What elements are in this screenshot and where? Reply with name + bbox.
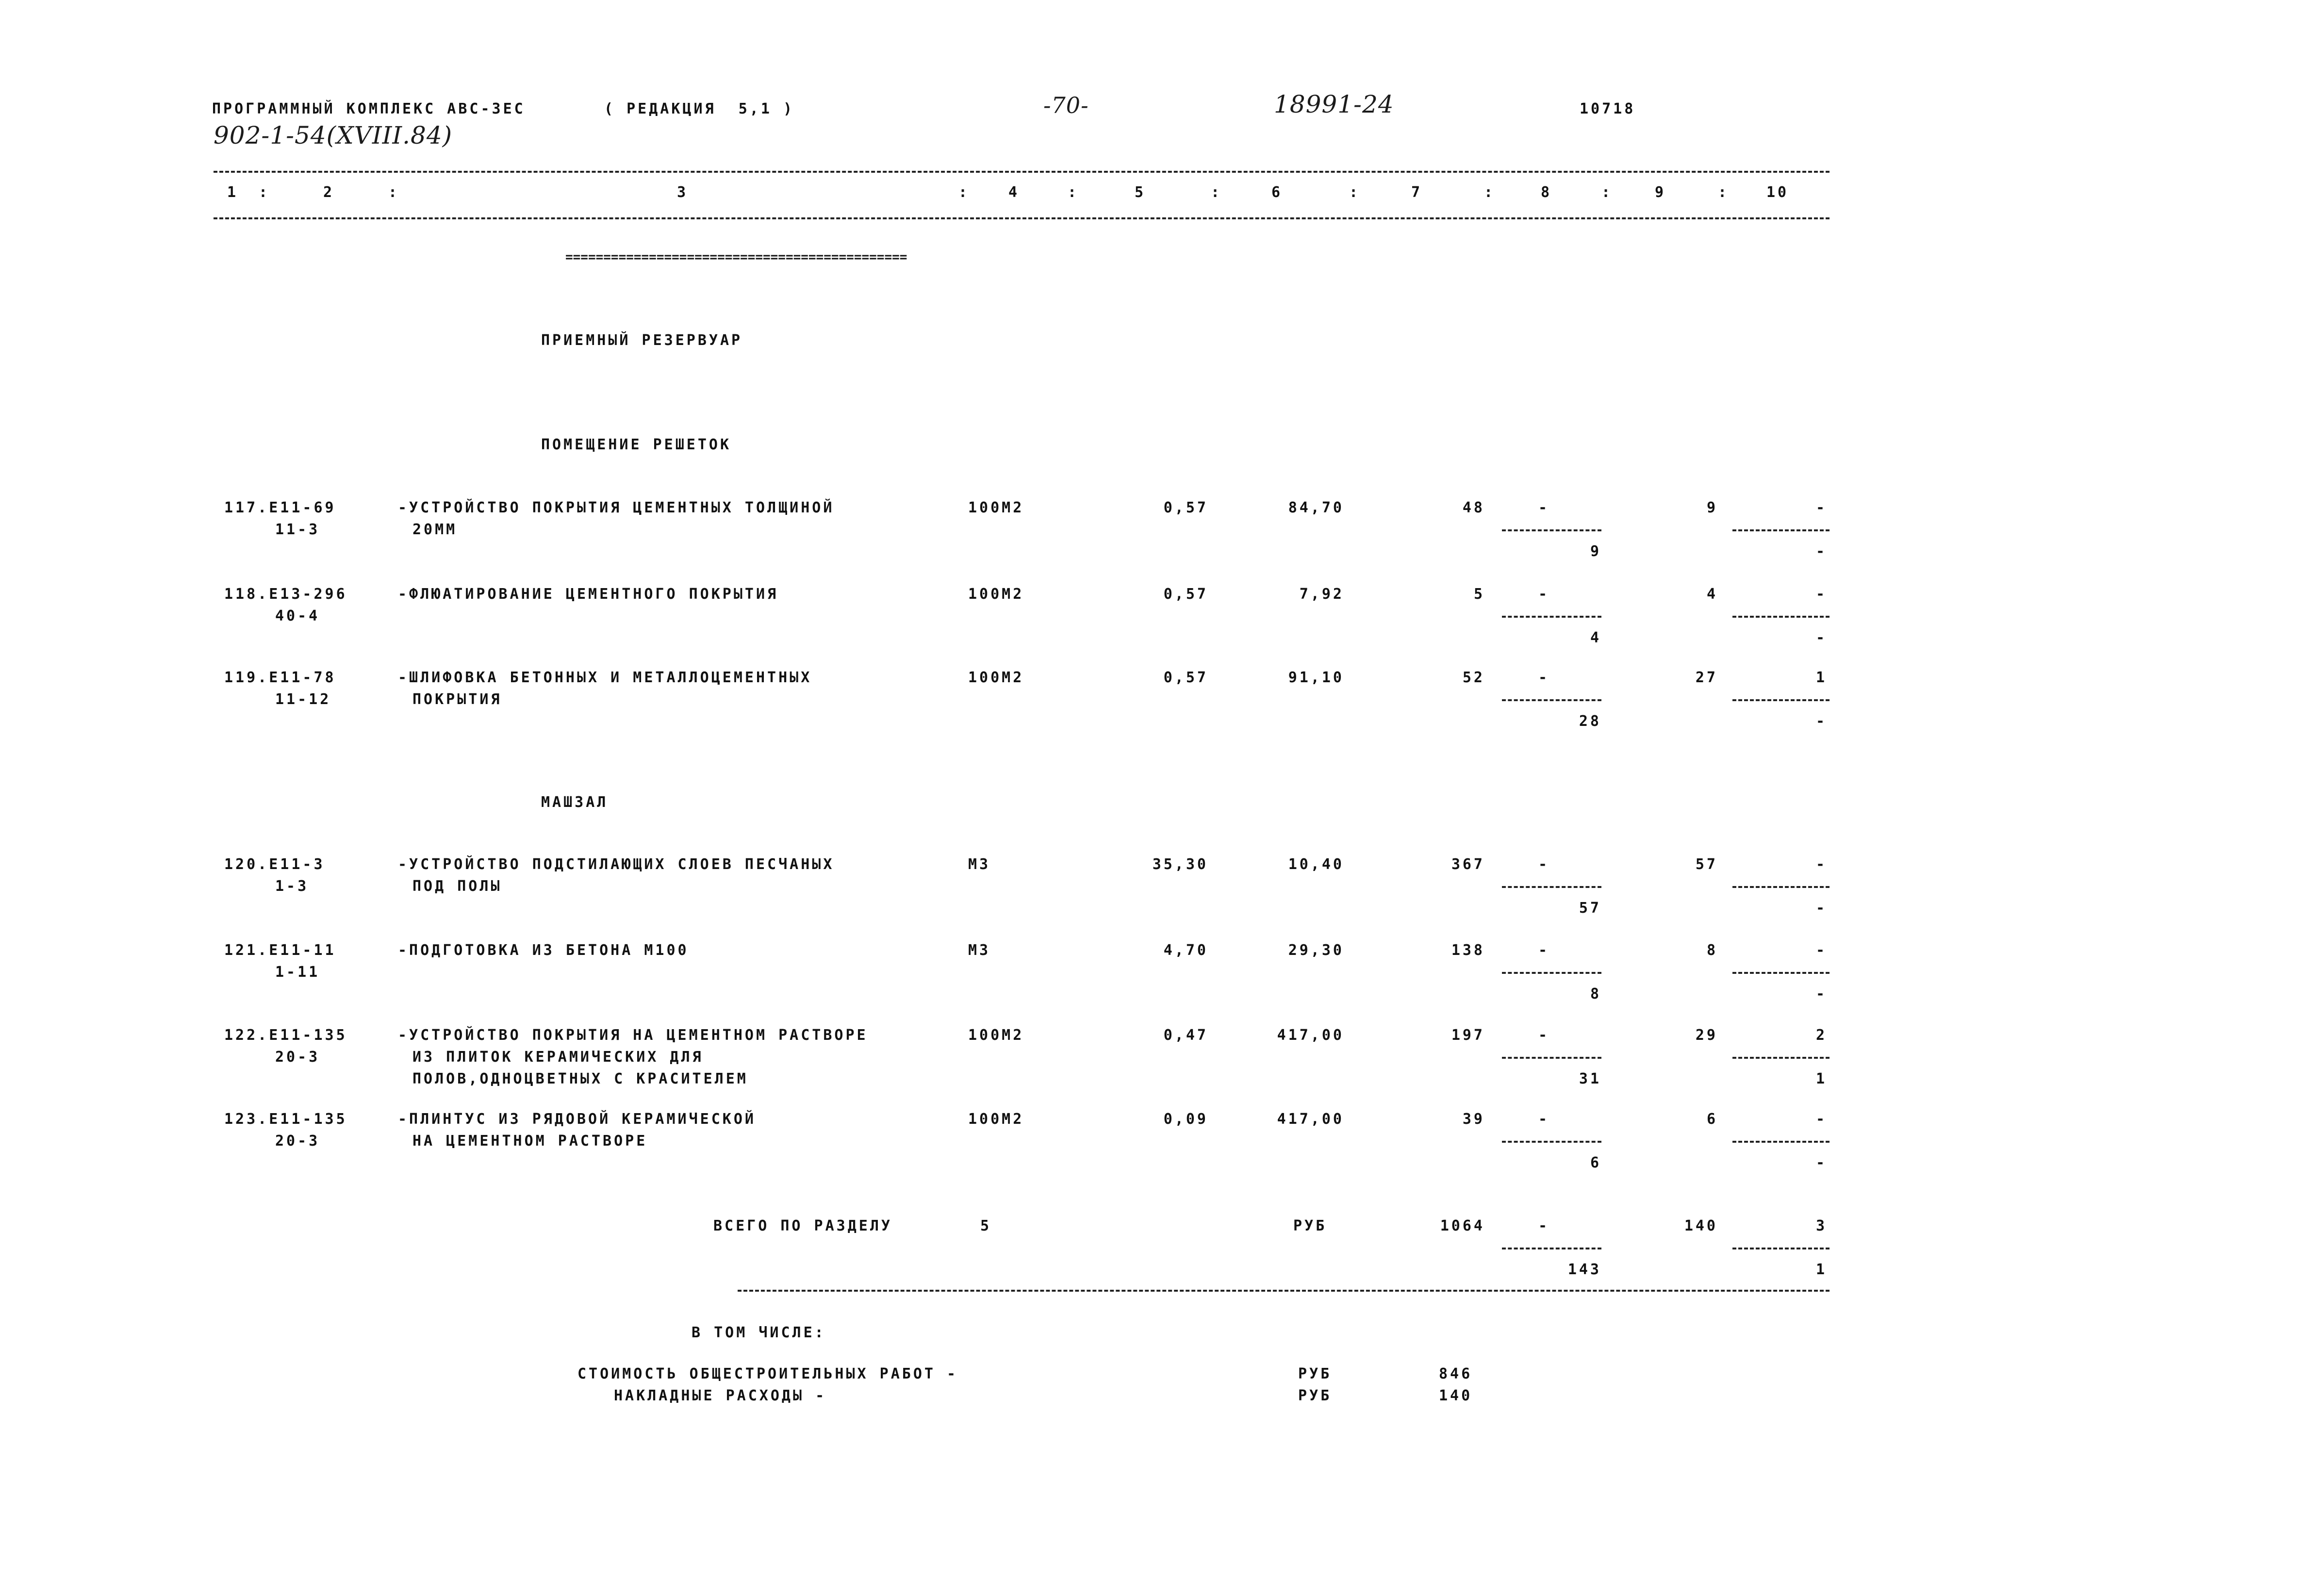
cell-rule: [1732, 1141, 1830, 1143]
header-rule-top: [214, 171, 1830, 173]
col-separator: :: [1484, 184, 1496, 201]
machine-cost: 57: [1695, 856, 1718, 873]
item-description: -ПЛИНТУС ИЗ РЯДОВОЙ КЕРАМИЧЕСКОЙ: [398, 1111, 756, 1128]
item-subcode: 20-3: [275, 1133, 320, 1150]
cell-rule: [1502, 1057, 1601, 1059]
machine-wage: -: [1815, 586, 1827, 603]
total-cost: 39: [1462, 1111, 1485, 1128]
col-4: 4: [1008, 184, 1020, 201]
item-code: 120.Е11-3: [224, 856, 325, 873]
item-description: 20ММ: [412, 521, 458, 538]
item-code: 117.Е11-69: [224, 499, 336, 516]
cell-rule: [1732, 1057, 1830, 1059]
machine-cost: 29: [1695, 1027, 1718, 1044]
total-cost: 1064: [1440, 1217, 1485, 1234]
item-code: 122.Е11-135: [224, 1027, 347, 1044]
machine-cost: 6: [1706, 1111, 1718, 1128]
quantity: 0,57: [1163, 586, 1208, 603]
wage-subvalue: 28: [1579, 713, 1601, 730]
wage-subvalue: 8: [1590, 986, 1601, 1002]
unit-price: 417,00: [1277, 1027, 1344, 1044]
item-subcode: 11-12: [275, 691, 331, 708]
wage-value: -: [1538, 856, 1550, 873]
cell-rule: [1502, 699, 1601, 701]
col-separator: :: [958, 184, 970, 201]
col-10: 10: [1766, 184, 1789, 201]
construction-cost-unit: РУБ: [1298, 1365, 1332, 1382]
quantity: 0,47: [1163, 1027, 1208, 1044]
overhead-unit: РУБ: [1298, 1387, 1332, 1404]
page-number: -70-: [1043, 92, 1089, 118]
project-code: 902-1-54(XVIII.84): [214, 121, 453, 149]
col-5: 5: [1135, 184, 1146, 201]
section-heading: ПОМЕЩЕНИЕ РЕШЕТОК: [541, 436, 732, 453]
cell-rule: [1732, 616, 1830, 618]
edition-label: ( РЕДАКЦИЯ 5,1 ): [604, 100, 795, 117]
machine-wage-sub: -: [1815, 543, 1827, 560]
wage-value: -: [1538, 586, 1550, 603]
machine-wage-sub: -: [1815, 986, 1827, 1002]
total-section-number: 5: [980, 1217, 992, 1234]
total-wage-sub: 143: [1567, 1261, 1601, 1278]
machine-wage-sub: 1: [1815, 1070, 1827, 1087]
item-description: ПОЛОВ,ОДНОЦВЕТНЫХ С КРАСИТЕЛЕМ: [412, 1070, 748, 1087]
total-machine-wage: 3: [1815, 1217, 1827, 1234]
item-code: 123.Е11-135: [224, 1111, 347, 1128]
machine-cost: 4: [1706, 586, 1718, 603]
overhead-label: НАКЛАДНЫЕ РАСХОДЫ -: [614, 1387, 827, 1404]
item-subcode: 1-3: [275, 878, 309, 895]
item-code: 118.Е13-296: [224, 586, 347, 603]
col-2: 2: [323, 184, 335, 201]
quantity: 0,57: [1163, 669, 1208, 686]
machine-cost: 27: [1695, 669, 1718, 686]
col-separator: :: [1718, 184, 1730, 201]
construction-cost-label: СТОИМОСТЬ ОБЩЕСТРОИТЕЛЬНЫХ РАБОТ -: [577, 1365, 958, 1382]
item-description: НА ЦЕМЕНТНОМ РАСТВОРЕ: [412, 1133, 648, 1150]
cell-rule: [1732, 886, 1830, 888]
program-name: ПРОГРАММНЫЙ КОМПЛЕКС АВС-ЗЕС: [212, 100, 526, 117]
col-separator: :: [1349, 184, 1361, 201]
total-rule: [738, 1290, 1830, 1292]
header-rule-bottom: [214, 217, 1830, 219]
machine-cost: 8: [1706, 942, 1718, 959]
machine-wage: 1: [1815, 669, 1827, 686]
unit-price: 417,00: [1277, 1111, 1344, 1128]
wage-subvalue: 31: [1579, 1070, 1601, 1087]
col-8: 8: [1541, 184, 1552, 201]
item-description: -ПОДГОТОВКА ИЗ БЕТОНА М100: [398, 942, 689, 959]
wage-subvalue: 57: [1579, 900, 1601, 917]
col-7: 7: [1411, 184, 1423, 201]
quantity: 0,09: [1163, 1111, 1208, 1128]
quantity: 35,30: [1152, 856, 1208, 873]
unit: 100М2: [968, 1111, 1024, 1128]
section-heading: МАШЗАЛ: [541, 794, 609, 811]
construction-cost-value: 846: [1439, 1365, 1473, 1382]
wage-subvalue: 6: [1590, 1154, 1601, 1171]
item-description: -УСТРОЙСТВО ПОДСТИЛАЮЩИХ СЛОЕВ ПЕСЧАНЫХ: [398, 856, 835, 873]
machine-wage: -: [1815, 1111, 1827, 1128]
unit-price: 10,40: [1288, 856, 1344, 873]
col-separator: :: [1601, 184, 1613, 201]
item-subcode: 20-3: [275, 1049, 320, 1066]
unit: М3: [968, 942, 991, 959]
document-number: 18991-24: [1274, 90, 1394, 118]
total-machine-cost: 140: [1684, 1217, 1718, 1234]
item-description: ПОКРЫТИЯ: [412, 691, 502, 708]
wage-value: -: [1538, 1111, 1550, 1128]
item-subcode: 1-11: [275, 964, 320, 981]
unit-price: 91,10: [1288, 669, 1344, 686]
col-9: 9: [1655, 184, 1666, 201]
unit: М3: [968, 856, 991, 873]
item-description: -ШЛИФОВКА БЕТОННЫХ И МЕТАЛЛОЦЕМЕНТНЫХ: [398, 669, 812, 686]
cell-rule: [1732, 699, 1830, 701]
item-description: ПОД ПОЛЫ: [412, 878, 502, 895]
total-unit: РУБ: [1293, 1217, 1327, 1234]
total-cost: 5: [1473, 586, 1485, 603]
machine-wage-sub: -: [1815, 1154, 1827, 1171]
total-cost: 197: [1451, 1027, 1485, 1044]
overhead-value: 140: [1439, 1387, 1473, 1404]
item-code: 119.Е11-78: [224, 669, 336, 686]
item-code: 121.Е11-11: [224, 942, 336, 959]
cell-rule: [1502, 616, 1601, 618]
col-3: 3: [677, 184, 689, 201]
item-subcode: 11-3: [275, 521, 320, 538]
wage-subvalue: 4: [1590, 629, 1601, 646]
col-1: 1: [227, 184, 239, 201]
total-wage: -: [1538, 1217, 1550, 1234]
wage-value: -: [1538, 669, 1550, 686]
equals-rule: =============================================: [565, 250, 907, 264]
cell-rule: [1502, 1248, 1601, 1249]
col-separator: :: [1211, 184, 1222, 201]
unit: 100М2: [968, 1027, 1024, 1044]
machine-wage-sub: -: [1815, 629, 1827, 646]
machine-wage-sub: -: [1815, 713, 1827, 730]
machine-wage: -: [1815, 499, 1827, 516]
wage-value: -: [1538, 499, 1550, 516]
cell-rule: [1732, 972, 1830, 974]
item-description: -ФЛЮАТИРОВАНИЕ ЦЕМЕНТНОГО ПОКРЫТИЯ: [398, 586, 779, 603]
cell-rule: [1732, 1248, 1830, 1249]
cell-rule: [1502, 529, 1601, 531]
total-label: ВСЕГО ПО РАЗДЕЛУ: [713, 1217, 892, 1234]
total-cost: 138: [1451, 942, 1485, 959]
including-label: В ТОМ ЧИСЛЕ:: [692, 1324, 826, 1341]
machine-cost: 9: [1706, 499, 1718, 516]
machine-wage: -: [1815, 942, 1827, 959]
cell-rule: [1502, 886, 1601, 888]
total-cost: 52: [1462, 669, 1485, 686]
sheet-number: 10718: [1580, 100, 1636, 117]
item-description: ИЗ ПЛИТОК КЕРАМИЧЕСКИХ ДЛЯ: [412, 1049, 704, 1066]
col-6: 6: [1271, 184, 1283, 201]
item-description: -УСТРОЙСТВО ПОКРЫТИЯ НА ЦЕМЕНТНОМ РАСТВОРЕ: [398, 1027, 868, 1044]
wage-subvalue: 9: [1590, 543, 1601, 560]
unit-price: 29,30: [1288, 942, 1344, 959]
unit: 100М2: [968, 499, 1024, 516]
cell-rule: [1732, 529, 1830, 531]
quantity: 4,70: [1163, 942, 1208, 959]
machine-wage: 2: [1815, 1027, 1827, 1044]
item-subcode: 40-4: [275, 608, 320, 624]
unit: 100М2: [968, 669, 1024, 686]
item-description: -УСТРОЙСТВО ПОКРЫТИЯ ЦЕМЕНТНЫХ ТОЛЩИНОЙ: [398, 499, 835, 516]
unit-price: 7,92: [1299, 586, 1344, 603]
total-cost: 367: [1451, 856, 1485, 873]
wage-value: -: [1538, 1027, 1550, 1044]
col-separator: :: [1068, 184, 1079, 201]
total-cost: 48: [1462, 499, 1485, 516]
section-heading: ПРИЕМНЫЙ РЕЗЕРВУАР: [541, 332, 743, 349]
total-machine-wage-sub: 1: [1815, 1261, 1827, 1278]
wage-value: -: [1538, 942, 1550, 959]
machine-wage: -: [1815, 856, 1827, 873]
col-separator: :: [388, 184, 400, 201]
machine-wage-sub: -: [1815, 900, 1827, 917]
cell-rule: [1502, 972, 1601, 974]
unit: 100М2: [968, 586, 1024, 603]
unit-price: 84,70: [1288, 499, 1344, 516]
col-separator: :: [259, 184, 270, 201]
quantity: 0,57: [1163, 499, 1208, 516]
cell-rule: [1502, 1141, 1601, 1143]
